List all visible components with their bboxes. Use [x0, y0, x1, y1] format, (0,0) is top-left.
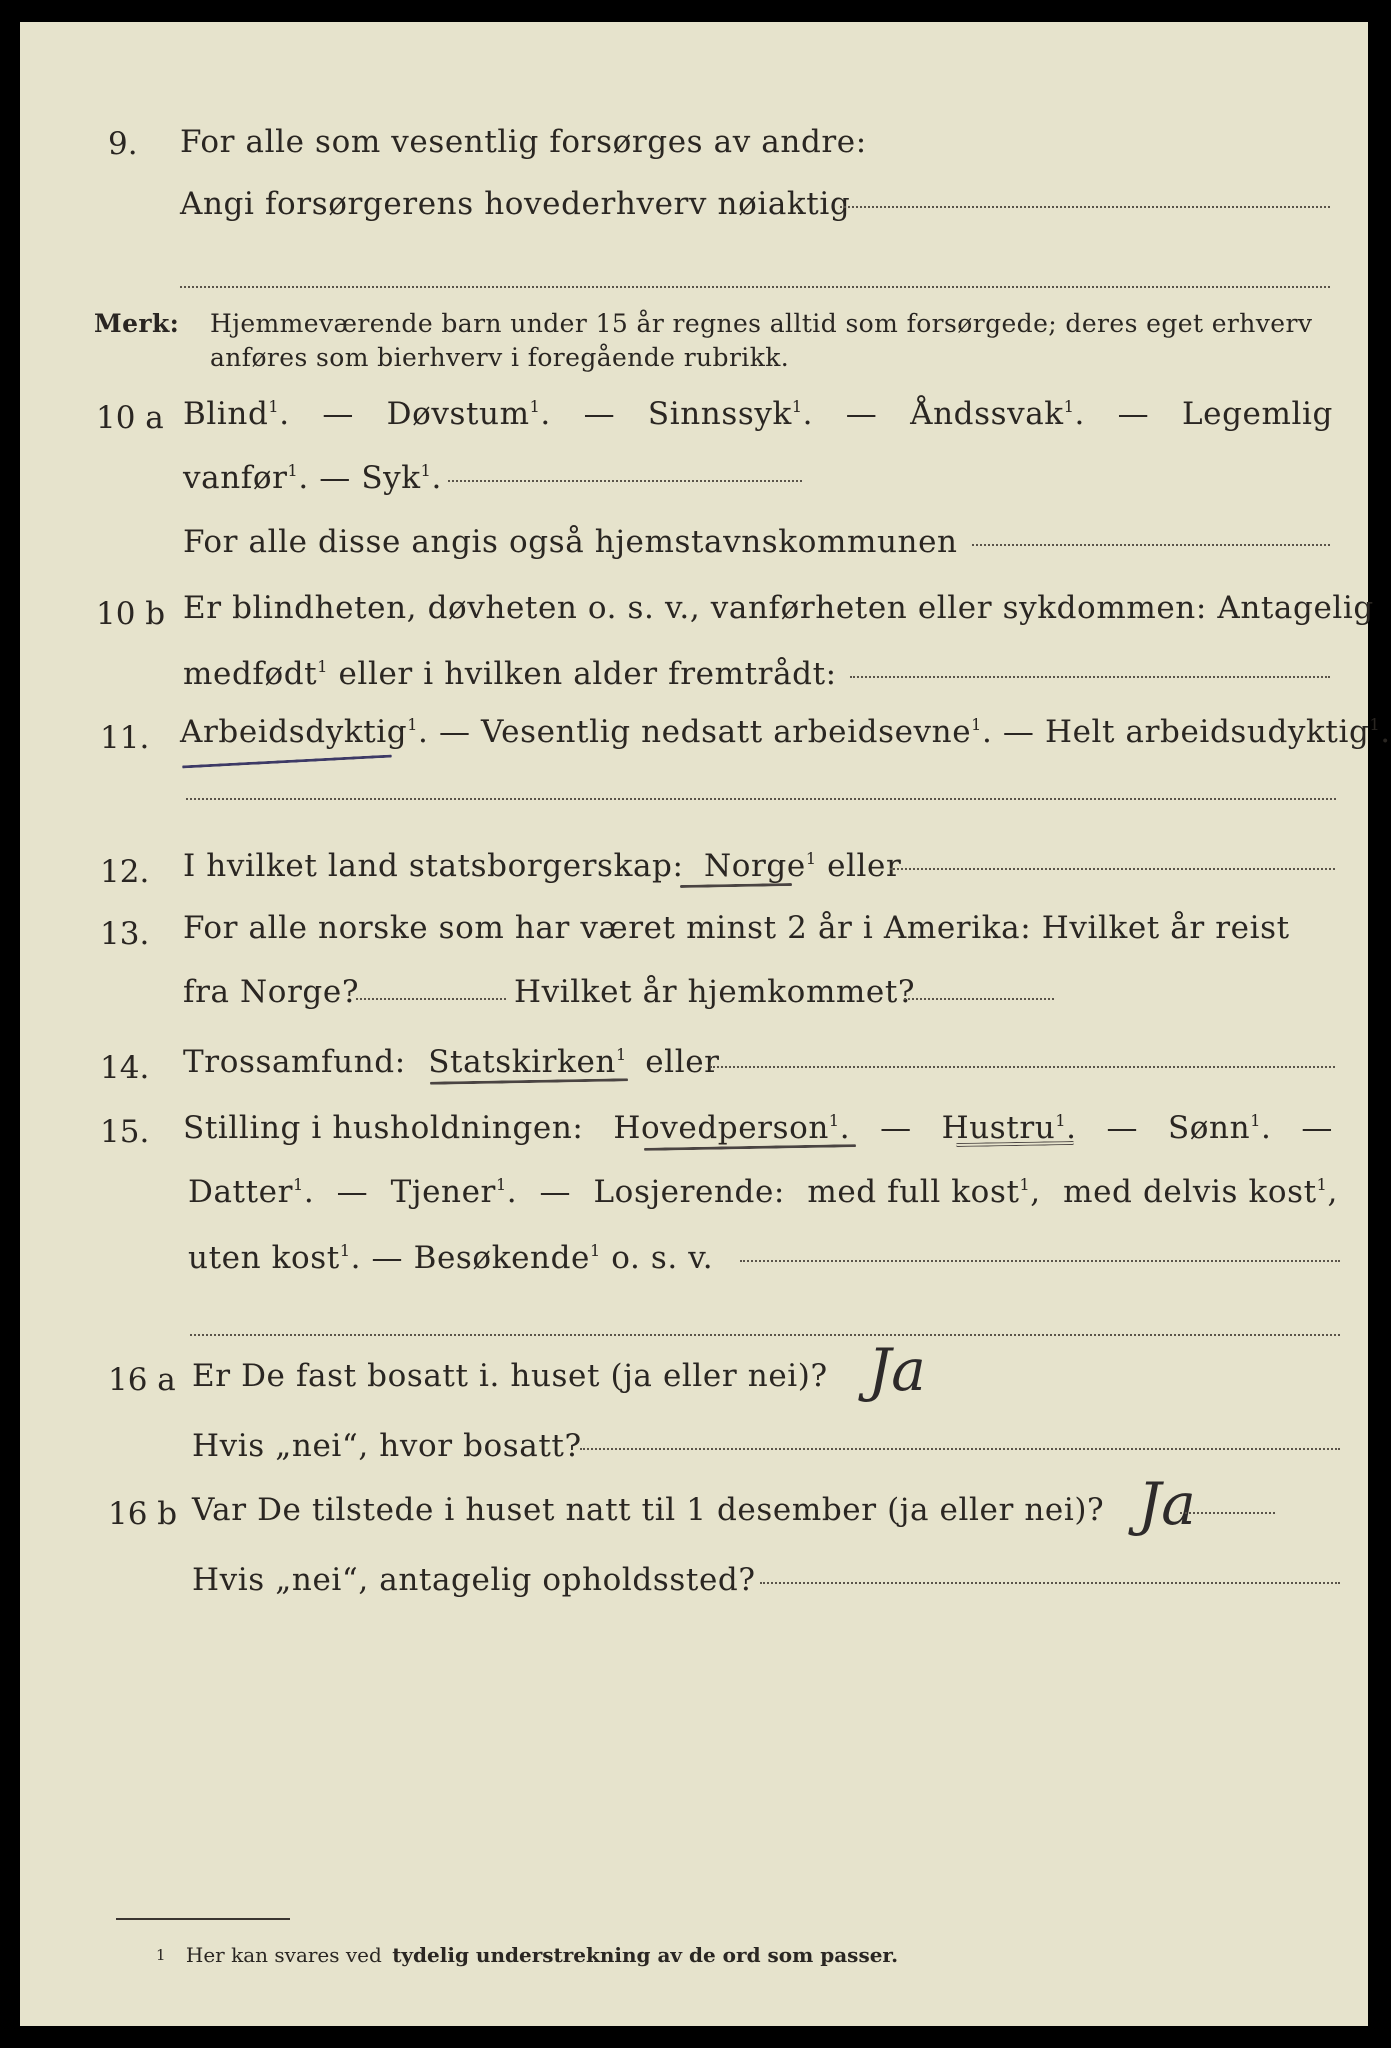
q9-answer-line-2: [180, 286, 1330, 288]
opt-vanfor: vanfør: [183, 460, 288, 496]
q15-answer-line-2: [190, 1334, 1340, 1336]
q9-line2: Angi forsørgerens hovederhverv nøiaktig: [180, 186, 851, 222]
underline-norge: [680, 883, 792, 888]
q16b-number: 16 b: [108, 1496, 178, 1532]
opt-syk: Syk: [361, 460, 421, 496]
opt-datter: Datter: [188, 1174, 294, 1210]
q15-number: 15.: [100, 1114, 150, 1150]
q13-hjem: Hvilket år hjemkommet?: [514, 974, 916, 1010]
opt-hovedperson: Hovedperson: [613, 1110, 829, 1146]
q12-number: 12.: [100, 854, 150, 890]
q13-number: 13.: [100, 916, 150, 952]
q14-answer-line: [710, 1066, 1335, 1068]
q10a-line1: Blind$^1$. — Døvstum$^1$. — Sinnssyk$^1$. — Åndssvak$^1$. — Legemlig: [183, 396, 1333, 432]
opt-norge: Norge: [704, 848, 806, 884]
q10b-line2: medfødt$^1$ eller i hvilken alder fremtrådt:: [183, 656, 837, 692]
q10a-answer-line-2: [972, 544, 1330, 546]
q11-answer-line: [186, 798, 1336, 800]
merk-line1: Hjemmeværende barn under 15 år regnes alltid som forsørgede; deres eget erhverv: [210, 309, 1313, 338]
q14-line: Trossamfund: Statskirken$^1$ eller: [183, 1044, 720, 1080]
q13-line1: For alle norske som har været minst 2 år i Amerika: Hvilket år reist: [183, 910, 1290, 946]
opt-nedsatt: Vesentlig nedsatt arbeidsevne: [481, 714, 972, 750]
q15-line2: Datter$^1$. — Tjener$^1$. — Losjerende: med full kost$^1$, med delvis kost$^1$,: [188, 1174, 1338, 1210]
q15-answer-line: [740, 1260, 1340, 1262]
opt-sinnssyk: Sinnssyk: [647, 396, 792, 432]
q9-number: 9.: [108, 126, 138, 162]
q10b-number: 10 b: [96, 596, 166, 632]
q16b-answer-line-2: [760, 1582, 1340, 1584]
merk-label: Merk:: [94, 309, 180, 338]
q14-number: 14.: [100, 1050, 150, 1086]
footnote-rule: [116, 1918, 290, 1920]
q16a-line1: Er De fast bosatt i. huset (ja eller nei)?: [192, 1358, 828, 1394]
opt-meddelvis: med delvis kost: [1063, 1174, 1317, 1210]
opt-andssvak: Åndssvak: [910, 396, 1064, 432]
q12-line: I hvilket land statsborgerskap: Norge$^1$ eller: [183, 848, 902, 884]
q16a-answer: Ja: [868, 1336, 926, 1404]
q16a-line2: Hvis „nei“, hvor bosatt?: [192, 1428, 582, 1464]
opt-legemlig: Legemlig: [1181, 396, 1333, 432]
q9-answer-line: [840, 206, 1330, 208]
q16a-number: 16 a: [108, 1362, 176, 1398]
opt-sonn: Sønn: [1167, 1110, 1251, 1146]
opt-udyktig: Helt arbeidsudyktig: [1044, 714, 1370, 750]
opt-arbeidsdyktig: Arbeidsdyktig: [180, 714, 408, 750]
q12-answer-line: [890, 868, 1335, 870]
q16b-answer-line: [1180, 1512, 1275, 1514]
q13-fra: fra Norge?: [183, 974, 360, 1010]
opt-losjerende: Losjerende:: [593, 1174, 785, 1210]
opt-besokende: Besøkende: [413, 1240, 590, 1276]
q16b-answer: Ja: [1138, 1470, 1196, 1538]
opt-hustru: Hustru: [941, 1110, 1056, 1146]
q11-line: Arbeidsdyktig$^1$. — Vesentlig nedsatt arbeidsevne$^1$. — Helt arbeidsudyktig$^1$.: [180, 714, 1391, 750]
q10b-line1: Er blindheten, døvheten o. s. v., vanførheten eller sykdommen: Antagelig: [183, 590, 1374, 626]
q16a-answer-line: [580, 1448, 1340, 1450]
opt-utenkost: uten kost: [188, 1240, 340, 1276]
census-form-page: [20, 22, 1391, 2026]
q10b-answer-line: [850, 676, 1330, 678]
opt-dovstum: Døvstum: [386, 396, 530, 432]
q16b-line1: Var De tilstede i huset natt til 1 desember (ja eller nei)?: [192, 1492, 1105, 1528]
underline-arbeidsdyktig: [182, 755, 392, 769]
opt-medfodt: medfødt: [183, 656, 318, 692]
merk-line2: anføres som bierhverv i foregående rubrikk.: [210, 343, 790, 372]
q9-line1: For alle som vesentlig forsørges av andre:: [180, 124, 867, 160]
opt-tjener: Tjener: [390, 1174, 496, 1210]
opt-blind: Blind: [183, 396, 269, 432]
q10a-answer-line: [448, 480, 802, 482]
q15-line1: Stilling i husholdningen: Hovedperson$^1$. — Hustru$^1$. — Sønn$^1$. —: [183, 1110, 1333, 1146]
q13-answer-line-1: [356, 998, 506, 1000]
footnote: 1 Her kan svares ved tydelig understrekning av de ord som passer.: [156, 1943, 899, 1967]
opt-statskirken: Statskirken: [428, 1044, 616, 1080]
q16b-line2: Hvis „nei“, antagelig opholdssted?: [192, 1562, 756, 1598]
q15-line3: uten kost$^1$. — Besøkende$^1$ o. s. v.: [188, 1240, 714, 1276]
opt-medfull: med full kost: [807, 1174, 1020, 1210]
q10a-line3: For alle disse angis også hjemstavnskommunen: [183, 524, 958, 560]
q13-answer-line-2: [904, 998, 1054, 1000]
q11-number: 11.: [100, 720, 150, 756]
q10a-line2: vanfør$^1$. — Syk$^1$.: [183, 460, 442, 496]
q10a-number: 10 a: [96, 400, 164, 436]
